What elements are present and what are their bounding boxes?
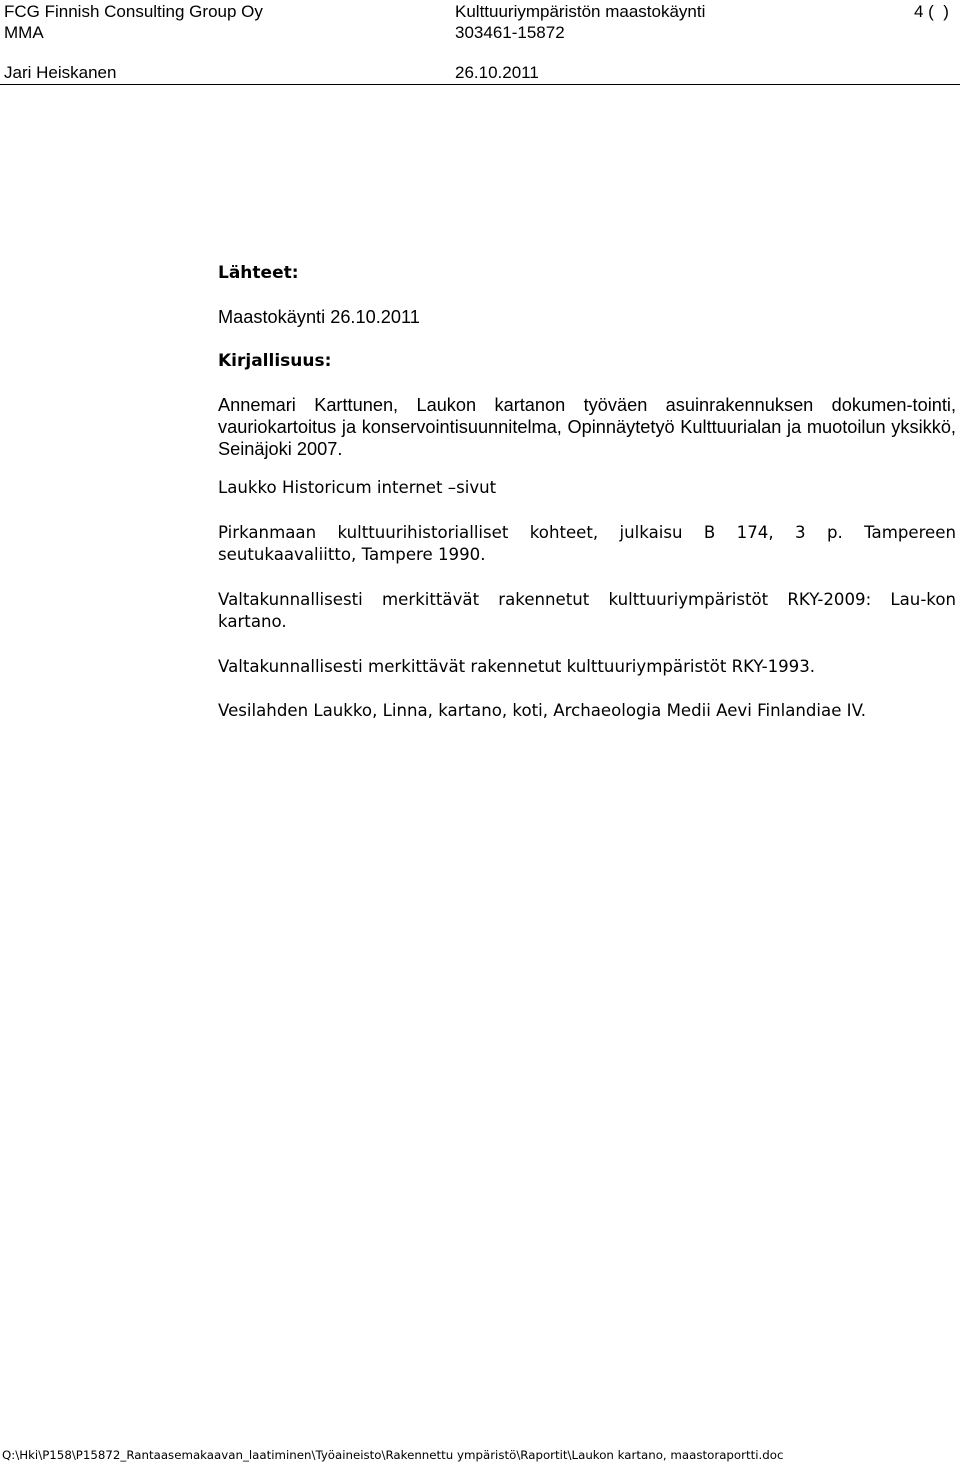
literature-heading: Kirjallisuus: bbox=[218, 351, 332, 371]
fieldwork-entry: Maastokäynti 26.10.2011 bbox=[218, 307, 420, 327]
source-item: Annemari Karttunen, Laukon kartanon työväen asuinrakennuksen dokumen-tointi, vauriokartoitus ja konservointisuunnitelma, Opinnäytetyö Kulttuurialan ja muotoilun yksikkö, Seinäjoki 2007. bbox=[218, 395, 956, 459]
source-item: Valtakunnallisesti merkittävät rakennetut kulttuuriympäristöt RKY-1993. bbox=[218, 656, 816, 676]
source-item: Pirkanmaan kulttuurihistorialliset kohteet, julkaisu B 174, 3 p. Tampereen seutukaavaliitto, Tampere 1990. bbox=[218, 522, 956, 564]
author-name: Jari Heiskanen bbox=[4, 63, 117, 82]
sources-section bbox=[218, 262, 956, 723]
header-rule bbox=[0, 84, 960, 85]
source-item: Laukko Historicum internet –sivut bbox=[218, 478, 497, 497]
document-date: 26.10.2011 bbox=[455, 63, 539, 82]
sources-heading: Lähteet: bbox=[218, 263, 299, 283]
source-item: Vesilahden Laukko, Linna, kartano, koti, Archaeologia Medii Aevi Finlandiae IV. bbox=[218, 701, 867, 720]
company-abbreviation: MMA bbox=[4, 23, 44, 42]
page-number: 4 ( ) bbox=[914, 2, 949, 21]
company-name: FCG Finnish Consulting Group Oy bbox=[4, 2, 263, 21]
source-item: Valtakunnallisesti merkittävät rakennetut kulttuuriympäristöt RKY-2009: Lau-kon kartano. bbox=[218, 589, 956, 631]
project-number: 303461-15872 bbox=[455, 23, 565, 42]
document-title: Kulttuuriympäristön maastokäynti bbox=[455, 2, 706, 21]
file-path-footer: Q:\Hki\P158\P15872_Rantaasemakaavan_laatiminen\Työaineisto\Rakennettu ympäristö\Raportit\Laukon kartano, maastoraportti.doc bbox=[2, 1448, 784, 1462]
